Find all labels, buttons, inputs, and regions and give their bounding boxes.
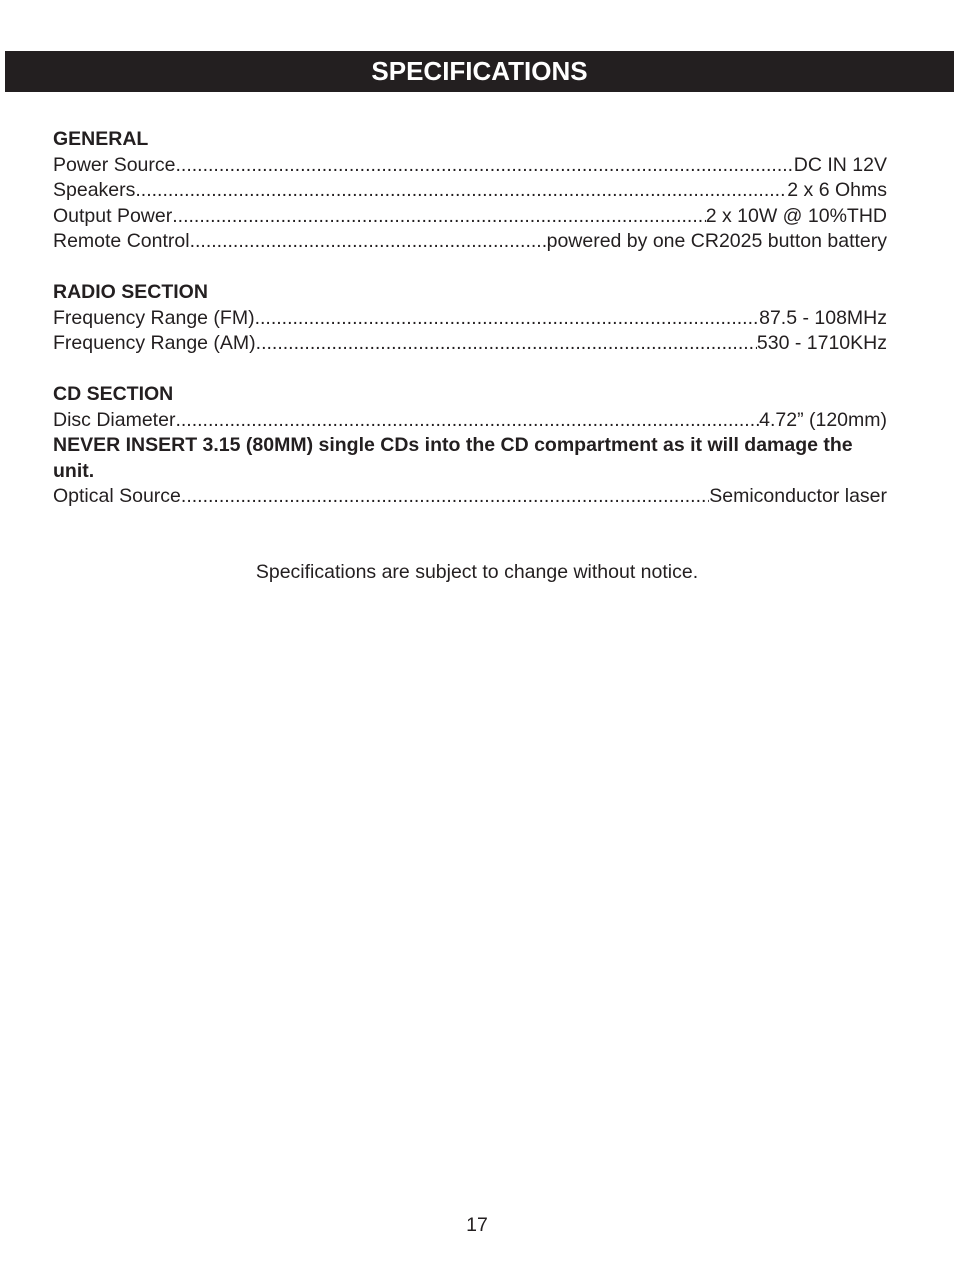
general-section — [53, 127, 887, 255]
spec-row-remote-control — [53, 229, 887, 255]
spec-label: Frequency Range (FM) — [53, 306, 255, 329]
spec-row-output-power — [53, 204, 887, 230]
spec-label: Output Power — [53, 204, 173, 227]
cd-section — [53, 382, 887, 510]
spec-value: Semiconductor laser — [709, 485, 887, 507]
dot-leader — [175, 153, 793, 179]
section-heading-radio: RADIO SECTION — [53, 281, 208, 303]
cd-warning-text: NEVER INSERT 3.15 (80MM) single CDs into the CD compartment as it will damage the unit. — [53, 434, 853, 482]
spec-row-power-source — [53, 153, 887, 179]
spec-value: DC IN 12V — [793, 153, 887, 176]
spec-value: 2 x 6 Ohms — [787, 179, 887, 201]
page-number: 17 — [466, 1214, 488, 1236]
spec-row-fm-range — [53, 306, 887, 332]
spec-label: Optical Source — [53, 485, 181, 507]
dot-leader — [255, 306, 760, 332]
spec-row-am-range — [53, 331, 887, 357]
radio-section — [53, 280, 887, 357]
spec-row-optical-source — [53, 484, 887, 510]
spec-row-disc-diameter — [53, 408, 887, 434]
specifications-content — [53, 127, 887, 535]
spec-row-speakers — [53, 178, 887, 204]
spec-label: Power Source — [53, 153, 176, 176]
spec-value: 87.5 - 108MHz — [759, 306, 887, 329]
section-heading-general: GENERAL — [53, 128, 149, 150]
dot-leader — [135, 178, 787, 204]
title-bar — [5, 51, 954, 92]
spec-label: Speakers — [53, 179, 136, 201]
dot-leader — [256, 331, 757, 357]
dot-leader — [175, 408, 759, 434]
spec-label: Disc Diameter — [53, 408, 176, 431]
change-notice: Specifications are subject to change without notice. — [255, 561, 699, 583]
spec-value: 2 x 10W @ 10%THD — [705, 204, 887, 227]
spec-label: Frequency Range (AM) — [53, 332, 256, 354]
page-title: SPECIFICATIONS — [371, 56, 588, 86]
spec-value: 4.72” (120mm) — [759, 408, 887, 431]
spec-value: powered by one CR2025 button battery — [546, 230, 887, 252]
section-heading-cd: CD SECTION — [53, 383, 174, 405]
dot-leader — [190, 229, 547, 255]
dot-leader — [172, 204, 706, 230]
spec-value: 530 - 1710KHz — [756, 332, 887, 354]
dot-leader — [181, 484, 709, 510]
spec-label: Remote Control — [53, 230, 190, 252]
